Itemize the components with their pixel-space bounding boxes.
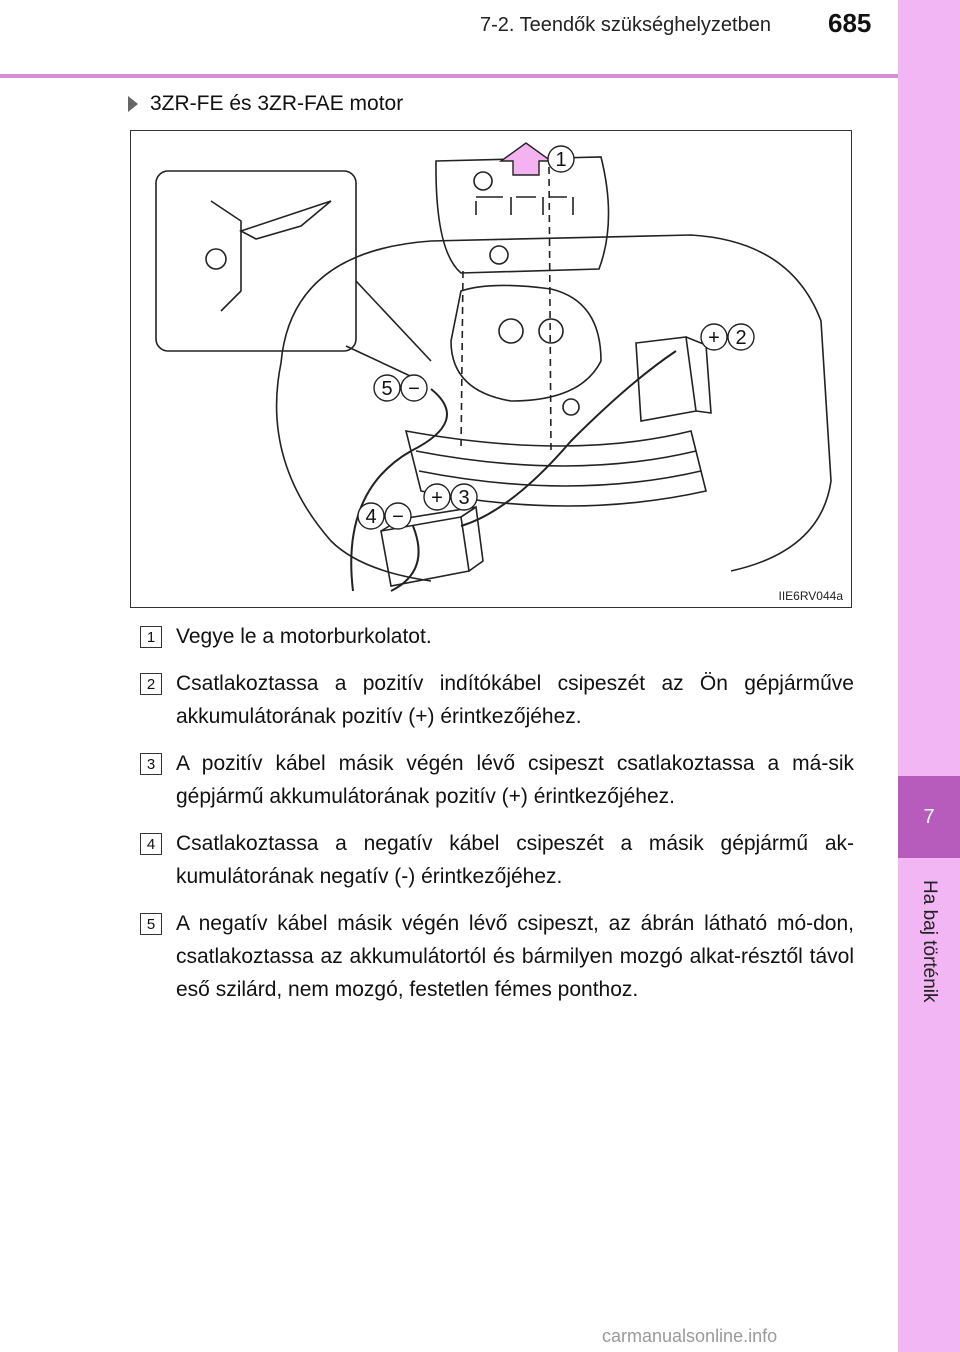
step-number-badge: 5 [140, 913, 162, 935]
step-item [138, 620, 854, 653]
svg-text:2: 2 [735, 327, 747, 349]
callout-4 [358, 503, 411, 529]
svg-text:3: 3 [458, 487, 470, 509]
step-list [138, 620, 854, 1020]
watermark[interactable]: carmanualsonline.info [602, 1326, 778, 1346]
step-number-badge: 2 [140, 673, 162, 695]
svg-text:−: − [408, 378, 420, 400]
step-item [138, 667, 854, 733]
step-text: Csatlakoztassa a pozitív indítókábel csipeszét az Ön gépjárműve akkumulátorának pozitív (+) érintkezőjéhez. [176, 672, 854, 728]
svg-text:1: 1 [555, 149, 567, 171]
chapter-label: Ha baj történik [919, 880, 940, 1003]
step-text: Vegye le a motorburkolatot. [176, 625, 432, 648]
section-heading [128, 92, 403, 116]
up-arrow-icon [501, 143, 551, 175]
section-heading-text: 3ZR-FE és 3ZR-FAE motor [150, 92, 404, 115]
svg-text:5: 5 [381, 378, 393, 400]
engine-illustration [130, 130, 852, 608]
chapter-side-tab [898, 0, 960, 1352]
step-item [138, 827, 854, 893]
svg-text:−: − [392, 506, 404, 528]
svg-text:+: + [431, 487, 443, 509]
positive-cable [461, 351, 676, 526]
pointer-arrow [241, 201, 331, 239]
chapter-number-box: 7 [898, 776, 960, 858]
svg-text:4: 4 [365, 506, 377, 528]
running-header: 7-2. Teendők szükséghelyzetben [480, 14, 771, 36]
svg-text:+: + [708, 327, 720, 349]
triangle-bullet-icon [128, 96, 138, 112]
step-item [138, 907, 854, 1006]
step-text: A pozitív kábel másik végén lévő csipeszt csatlakoztassa a má-sik gépjármű akkumulátorának pozitív (+) érintkezőjéhez. [176, 752, 854, 808]
step-number-badge: 1 [140, 626, 162, 648]
vehicle-battery [636, 337, 696, 421]
page-number: 685 [828, 8, 872, 38]
header-rule [0, 74, 898, 78]
callout-3 [424, 484, 477, 510]
engine-drawing [131, 131, 851, 607]
detail-inset [156, 171, 356, 351]
step-number-badge: 3 [140, 753, 162, 775]
step-text: A negatív kábel másik végén lévő csipeszt, az ábrán látható mó-don, csatlakoztassa az akkumulátortól és bármilyen mozgó alkat-résztől távol eső szilárd, nem mozgó, festetlen fémes ponthoz. [176, 912, 854, 1001]
step-number-badge: 4 [140, 833, 162, 855]
figure-code: IIE6RV044a [778, 589, 843, 603]
callout-5 [374, 375, 427, 401]
callout-2 [701, 324, 754, 350]
step-item [138, 747, 854, 813]
step-text: Csatlakoztassa a negatív kábel csipeszét a másik gépjármű ak-kumulátorának negatív (-) érintkezőjéhez. [176, 832, 854, 888]
engine-block [451, 285, 601, 401]
callout-1 [548, 146, 574, 172]
